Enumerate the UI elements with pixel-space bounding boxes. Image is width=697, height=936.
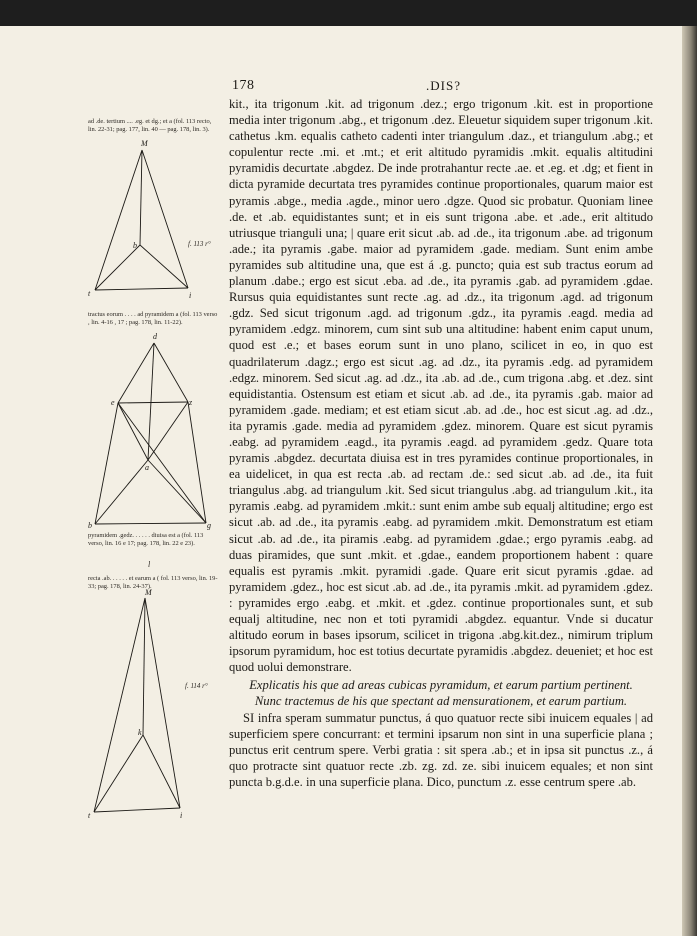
fig3-point-t: t: [88, 811, 91, 820]
fig3-point-i: i: [180, 811, 183, 820]
fig2-point-b: b: [88, 521, 92, 530]
margin-note-4: recta .ab. . . . . . et earum a ( fol. 113 verso, lin. 19-33; pag. 178, lin. 24-37).: [88, 575, 218, 590]
fig2-point-g: g: [207, 521, 211, 530]
figure-1-label: f. 113 r°: [188, 240, 211, 248]
paragraph-2: SI infra speram summatur punctus, á quo quatuor recte sibi inuicem equales | ad superficiem spere concurrant: et termini ipsarum non sint in una superficie plana ; punctus erit centrum spere. Verbi gratia : sit spera .ab.; et in ipsa sit punctus .z., á quo protracte sint quatuor recte .zb. zg. zd. ze. sibi inuicem equales; et non sint puncta b.g.d.e. in una superficie plana. Dico, punctum .z. esse centrum spere .ab.: [229, 710, 653, 789]
margin-note-3: pyramidem .gedz. . . . . . diuisa est a (fol. 113 verso, lin. 16 e 17; pag. 178, lin. 22 e 23).: [88, 532, 204, 547]
figure-3-triangle: [85, 590, 205, 825]
margin-note-2: tractus eorum . . . . ad pyramidem a (fol. 113 verso , lin. 4-16 , 17 ; pag. 178, lin. 11-22).: [88, 311, 218, 326]
fig3-point-m: M: [145, 588, 152, 597]
page-spine-shadow: [682, 26, 697, 936]
section-heading-1: Explicatis his que ad areas cubicas pyramidum, et earum partium pertinent.: [249, 678, 633, 693]
fig1-point-m: M: [141, 139, 148, 148]
figure-3-point-l: l: [148, 560, 151, 569]
fig2-point-e: e: [111, 398, 115, 407]
fig2-point-a: a: [145, 463, 149, 472]
figure-1-triangle: [85, 140, 205, 300]
figure-3-label: f. 114 r°: [185, 682, 208, 690]
figure-2-frustum: [85, 332, 215, 530]
running-title: .DIS?: [426, 78, 461, 93]
main-text-block: [229, 96, 653, 790]
page-number: 178: [232, 78, 255, 93]
section-heading-2: Nunc tractemus de his que spectant ad mensurationem, et earum partium.: [254, 694, 628, 709]
margin-note-1: ad .de. tertium .... .eg. et dg.; et a (fol. 113 recto, lin. 22-31; pag. 177, lin. 40 — pag. 178, lin. 3).: [88, 118, 212, 133]
fig3-point-k: k: [138, 728, 142, 737]
fig2-point-d: d: [153, 332, 157, 341]
fig1-point-t: t: [88, 289, 91, 298]
fig1-point-b: b: [133, 241, 137, 250]
paragraph-1: kit., ita trigonum .kit. ad trigonum .dez.; ergo trigonum .kit. est in proportione media inter trigonum .abg., et trigonum .dez. Eleuetur siquidem super trigonum .kit. cathetus .km. equalis catheto cadenti inter triangulum .daz., et triangulum .abg.; et copulentur recte .mi. et .mt.; et erit altitudo pyramidis .mkit. equalis altitudini pyramidis decurtate .abgdez. De inde protrahantur recte .ae. et .eg. et .dg; et fient in dicta pyramide decurtata tres pyramides continue proportionales, quarum maior est pyramis .abge., media .agde., minor uero .dgze. Quod sic probatur. Quoniam linee .de. et .ab. equidistantes sunt; et in eis sunt trigona .abe. et .ade., erit altitudo utriusque trianguli una; | quare erit sicut .ab. ad .de., ita trigonum .abe. ad trigonum .ade.; ita pyramis .gabe. maior ad pyramidem .gade. mediam. Sunt enim ambe pyramides sub altitudine una, que est á .g. puncto; quia est sub tractus eorum ad planum .dabe.; ergo est sicut .eba. ad .de., ita pyramis .gab. ad pyramidem .gdae. Rursus quia equidistantes sunt recte .ag. ad .dz., ita trigonum .agd. ad trigonum .gdz. Sed sicut trigonum .agd. ad trigonum .gdz., ita pyramis .eagd. media ad pyramidem .edgz. minorem, cum sint sub una altitudine: habent enim caput unum, quod est .e.; et bases eorum sunt in uno plano, scilicet in eo, in quo est quadrilaterum .dagz.; ergo est sicut .ag. ad .dz., ita pyramis .edg. ad pyramidem .edgz. minorem. Sed sicut .ag. ad .dz., ita .ab. ad .de., cum trigona .abg. et .dez. sint equidistantia. Ostensum est etiam et sicut .ab. ad .de., ita pyramis .gab. maior ad pyramidem .gade. mediam; et est etiam sicut .ab. ad .de., hoc est sicut .ag. ad .dz., ita pyramis .gade. media ad pyramidem .gdez. minorem. Quare est sicut pyramis .eabg. ad pyramidem .eagd., ita pyramis .eagd. ad pyramidem .gedz. Quare tota pyramis .abgdez. decurtata diuisa est in tres pyramides continue proportionales, in ea uidelicet, in qua est recta .ab. ad rectam .de.: sed sicut .ab. ad .de., ita fuit triangulus .abg. ad triangulum .kit. Sed sicut triangulus .abg. ad triangulum .kit., ita pyramis .eabg. ad pyramidem .mkit.: sunt enim ambe sub equalj altitudine; ergo est sicut .ab. ad .de., ita pyramis .eabg. ad pyramidem .mkit. Demonstratum est etiam sicut .ab. ad .de., ita piramis .eabg. ad pyramidem .gdae.; ergo pyramis .eabg. ad duas piramides, que sunt .mkit. et .gdae., eandem proportionem habent : quare equalis est pyramis .mkit. pyramidi .gade. Quare erit sicut pyramis .gdae. ad pyramidem .gdez., hoc est sicut .ab. ad .de., ita pyramis .mkit. ad pyramidem .gdez. : pyramides ergo .eabg. et .mkit. et .gdez. continue proportionales sunt, et sub equalj altitudine, nec non et toti pyramidi .abgdez. equantur. Vnde si ducatur altitudo eorum in bases ipsorum, scilicet in trigona .abg.kit.dez., nimirum triplum ipsorum pyramidum, hoc est totius decurtate pyramidis .abgdez. deueniet; et hoc est quod uolui demonstrare.: [229, 97, 653, 675]
fig1-point-i: i: [189, 291, 192, 300]
fig2-point-z: z: [189, 398, 193, 407]
